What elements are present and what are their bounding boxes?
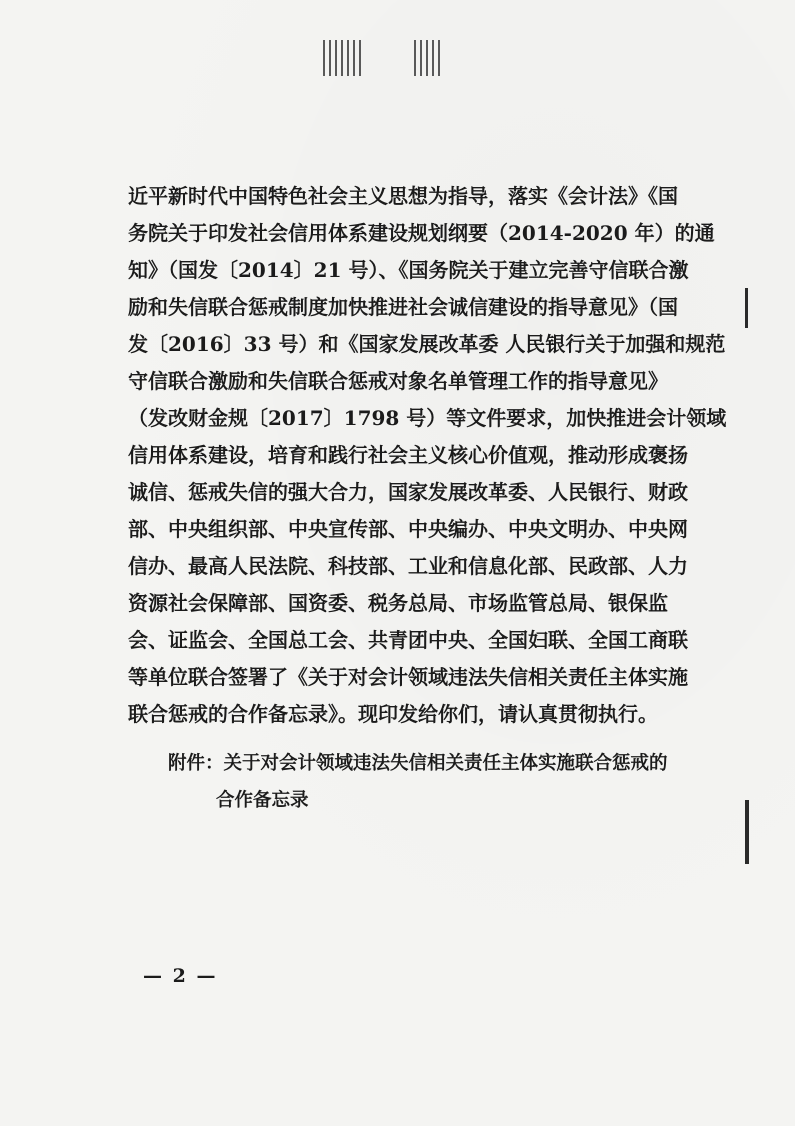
body-line: 资源社会保障部、国资委、税务总局、市场监管总局、银保监 [128,591,668,615]
page-number: — 2 — [143,965,218,987]
attachment-line-1: 附件：关于对会计领域违法失信相关责任主体实施联合惩戒的 [168,753,668,774]
body-line: 守信联合激励和失信联合惩戒对象名单管理工作的指导意见》 [128,369,668,393]
body-line: 知》（国发〔2014〕21 号）、《国务院关于建立完善守信联合激 [128,258,689,282]
body-line: 联合惩戒的合作备忘录》。现印发给你们，请认真贯彻执行。 [128,702,658,726]
scan-edge-mark-lower [745,800,749,864]
body-line: 信用体系建设，培育和践行社会主义核心价值观，推动形成褒扬 [128,443,688,467]
body-line: 励和失信联合惩戒制度加快推进社会诚信建设的指导意见》（国 [128,295,678,319]
body-line: 诚信、惩戒失信的强大合力，国家发展改革委、人民银行、财政 [128,480,688,504]
body-paragraph [128,178,727,733]
body-line: 等单位联合签署了《关于对会计领域违法失信相关责任主体实施 [128,665,688,689]
scan-edge-mark-upper [745,288,748,328]
body-line: 会、证监会、全国总工会、共青团中央、全国妇联、全国工商联 [128,628,688,652]
body-line: 信办、最高人民法院、科技部、工业和信息化部、民政部、人力 [128,554,688,578]
body-line: 发〔2016〕33 号）和《国家发展改革委 人民银行关于加强和规范 [128,332,726,356]
scan-bleed-mark-left [323,40,361,76]
attachment-line-2: 合作备忘录 [216,790,309,811]
scan-bleed-mark-right [414,40,444,76]
attachment-note [168,745,668,819]
body-line: （发改财金规〔2017〕1798 号）等文件要求，加快推进会计领域 [128,406,727,430]
body-line: 务院关于印发社会信用体系建设规划纲要（2014-2020 年）的通 [128,221,715,245]
body-line: 部、中央组织部、中央宣传部、中央编办、中央文明办、中央网 [128,517,688,541]
body-line: 近平新时代中国特色社会主义思想为指导，落实《会计法》《国 [128,184,678,208]
